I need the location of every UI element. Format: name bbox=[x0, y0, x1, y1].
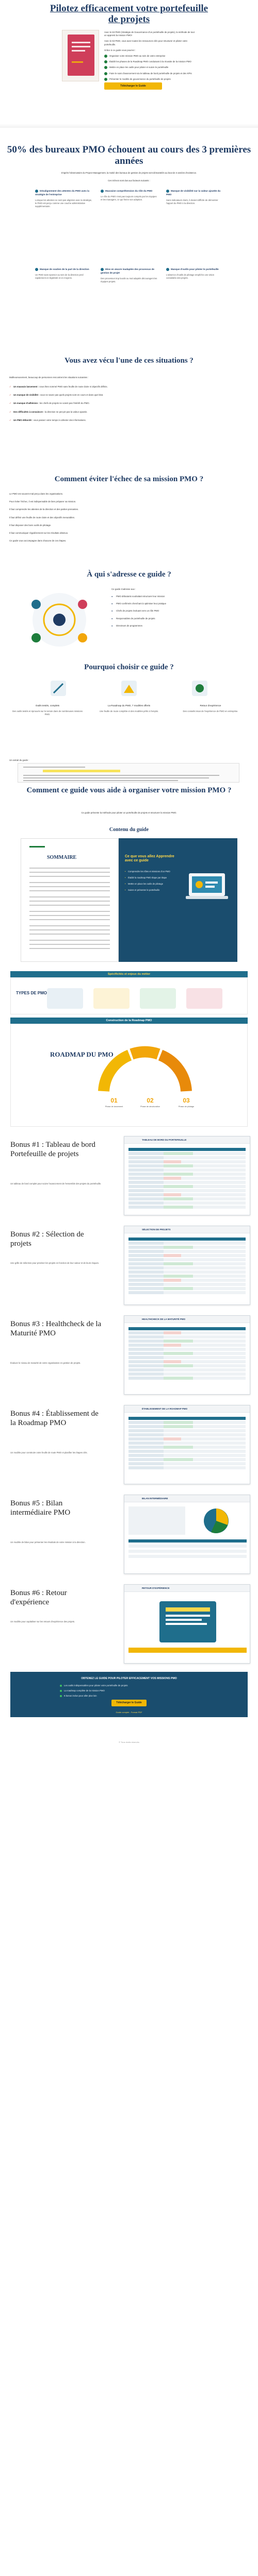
list-item: • Comprendre les rôles et missions d'un PMO bbox=[125, 870, 182, 873]
hero-section bbox=[0, 0, 258, 134]
item-bold: Des difficultés à convaincre : bbox=[13, 410, 44, 413]
summary-page bbox=[21, 838, 119, 962]
download-guide-button[interactable]: Télécharger le Guide bbox=[111, 1700, 147, 1706]
paragraph: Pour éviter l'échec, il est indispensable de bien préparer sa mission. bbox=[9, 500, 76, 503]
tools-icon bbox=[51, 681, 66, 696]
roadmap-step bbox=[171, 1096, 202, 1109]
hero-checklist bbox=[104, 55, 197, 83]
failure-card bbox=[35, 268, 93, 283]
list-item: • Suivre et présenter le portefeuille bbox=[125, 889, 182, 892]
list-item bbox=[9, 419, 249, 422]
how-lead: Ce guide présente la méthode pour piloter un portefeuille de projets et structurer la mission PMO. bbox=[81, 811, 177, 814]
cta-box bbox=[10, 1672, 248, 1717]
why-section bbox=[0, 662, 258, 786]
download-guide-button[interactable]: Télécharger le Guide bbox=[104, 82, 162, 90]
hero-intro-2: Avec le Kit PMO, vous avez toutes les ressources clés pour structurer et piloter votre portefeuille. bbox=[104, 40, 188, 46]
failure-card bbox=[35, 190, 93, 208]
hero-checks-intro: Grâce à ce guide vous pourrez : bbox=[104, 48, 136, 52]
warning-icon bbox=[35, 190, 38, 193]
bonus-block bbox=[0, 1221, 258, 1310]
column-text: Une feuille de route complète et des modèles prêts à l'emploi. bbox=[99, 709, 159, 713]
screenshot-title: BILAN INTERMÉDIAIRE bbox=[124, 1495, 250, 1502]
roadmap-arc bbox=[93, 1040, 197, 1096]
bonus-screenshot bbox=[124, 1405, 250, 1484]
specifics-section bbox=[0, 971, 258, 1018]
card-title: Mise en œuvre inadaptée des processus de gestion de projet bbox=[101, 268, 154, 274]
avoid-failure-section bbox=[0, 474, 258, 569]
warning-icon bbox=[166, 190, 169, 193]
item-text: les chefs de projets ne voient pas l'intérêt du PMO. bbox=[39, 402, 90, 405]
step-number: 02 bbox=[147, 1097, 154, 1104]
step-number: 01 bbox=[110, 1097, 118, 1104]
screenshot-title: RETOUR D'EXPÉRIENCE bbox=[124, 1585, 250, 1592]
item-text: vous êtes nommé PMO sans feuille de route claire ni objectifs définis. bbox=[39, 385, 108, 388]
list-item: ● PMO débutants souhaitant structurer leur mission bbox=[111, 595, 230, 598]
step-label: Phase de lancement bbox=[105, 1106, 123, 1108]
title-line-2: de projets bbox=[108, 14, 150, 25]
cta-title: OBTENEZ LE GUIDE POUR PILOTER EFFICACEMENT VOS MISSIONS PMO bbox=[81, 1677, 177, 1680]
paragraph: Il faut disposer des bons outils de pilotage. bbox=[9, 523, 52, 527]
column-title: Retour d'expérience bbox=[200, 704, 221, 707]
bonus-text: Une grille de sélection pour prioriser les projets en fonction de leur valeur et de leurs risques. bbox=[10, 1262, 100, 1264]
bonus-screenshot bbox=[124, 1226, 250, 1305]
card-text: Un PMO sans sponsor au sein de la direction perd rapidement en légitimité et en moyens. bbox=[35, 273, 84, 279]
column-text: Des conseils issus de l'expérience de PMO en entreprise. bbox=[183, 709, 238, 713]
specifics-image bbox=[10, 977, 248, 1014]
pmo-types-diagram bbox=[42, 978, 248, 1015]
bonus-screenshot bbox=[124, 1584, 250, 1664]
list-item: • Établir la roadmap PMO étape par étape bbox=[125, 876, 182, 879]
failure-card bbox=[101, 268, 158, 283]
screenshot-title: TABLEAU DE BORD DU PORTEFEUILLE bbox=[124, 1137, 250, 1144]
failure-subtitle: D'après l'observatoire du Project Management, la moitié des bureaux de gestion de projets sont démantelés au bout de 3 années d'existence. bbox=[61, 172, 197, 174]
roadmap-bar: Construction de la Roadmap PMO bbox=[10, 1018, 248, 1024]
bonus-title: Bonus #5 : Bilan intermédiaire PMO bbox=[10, 1499, 71, 1517]
screenshot-title: ÉTABLISSEMENT DE LA ROADMAP PMO bbox=[124, 1405, 250, 1413]
why-column bbox=[93, 704, 165, 716]
card-text: Lorsque les attentes ne sont pas alignées avec la stratégie, le PMO est perçu comme une couche administrative supplémentaire. bbox=[35, 198, 92, 208]
cta-list bbox=[60, 1684, 128, 1700]
guide-preview bbox=[21, 838, 237, 962]
summary-heading: SOMMAIRE bbox=[47, 855, 77, 860]
column-title: Outils testés, complets bbox=[35, 704, 60, 707]
avoid-text bbox=[9, 493, 249, 548]
bonus-screenshot bbox=[124, 1315, 250, 1395]
column-text: Des outils testés et éprouvés sur le terrain dans de nombreuses missions PMO. bbox=[12, 709, 83, 716]
card-title: Manque de visibilité sur la valeur ajoutée du PMO bbox=[166, 190, 221, 196]
list-item: La roadmap complète de la mission PMO bbox=[60, 1689, 128, 1692]
failure-title: 50% des bureaux PMO échouent au cours des 3 premières années bbox=[7, 144, 251, 166]
checklist-item: Présenter le modèle de gouvernance du portefeuille de projets bbox=[104, 78, 197, 81]
screenshot-title: SÉLECTION DE PROJETS bbox=[124, 1226, 250, 1233]
guide-extract-image bbox=[18, 763, 239, 783]
learn-panel bbox=[119, 838, 237, 962]
bonus-screenshot bbox=[124, 1495, 250, 1574]
card-title: Manque d'outils pour piloter le portefeuille bbox=[171, 268, 219, 271]
bonus-title: Bonus #1 : Tableau de bord Portefeuille de projets bbox=[10, 1141, 95, 1158]
checklist-item: Établir les phases de la Roadmap PMO conduisant à la réussite de la mission PMO bbox=[104, 60, 197, 63]
roadmap-step bbox=[99, 1096, 130, 1109]
item-text: vous ne savez pas quels projets sont en cours et dans quel état. bbox=[40, 394, 104, 397]
star-icon bbox=[192, 681, 207, 696]
audience-lead: Ce guide s'adresse aux : bbox=[111, 588, 136, 590]
extract-label: Un extrait du guide : bbox=[9, 759, 29, 761]
bonus-block bbox=[0, 1489, 258, 1579]
bonus-block bbox=[0, 1579, 258, 1669]
why-column bbox=[174, 704, 247, 716]
bonus-text: Un modèle de bilan pour présenter les résultats de votre mission à la direction. bbox=[10, 1541, 86, 1544]
roadmap-step bbox=[135, 1096, 166, 1109]
list-item: Les outils indispensables pour piloter votre portefeuille de projets bbox=[60, 1684, 128, 1687]
bonus-title: Bonus #3 : Healthcheck de la Maturité PMO bbox=[10, 1320, 102, 1337]
paragraph: Il faut définir une feuille de route claire et des objectifs mesurables. bbox=[9, 516, 75, 519]
paragraph: Il faut comprendre les attentes de la direction et des parties prenantes. bbox=[9, 508, 79, 511]
item-bold: Un manque d'adhésion : bbox=[13, 402, 39, 405]
checklist-item: Organiser votre mission PMO au sein de votre entreprise bbox=[104, 55, 197, 58]
title-line-1: Pilotez efficacement votre portefeuille bbox=[50, 3, 208, 14]
specifics-bar: Spécificités et enjeux du métier bbox=[10, 971, 248, 977]
paragraph: Ce guide vous accompagne dans chacune de ces étapes. bbox=[9, 539, 67, 543]
card-text: Le rôle du PMO n'est pas toujours compris par les équipes et les managers, ce qui freine son adoption. bbox=[101, 195, 157, 201]
step-label: Phase de pilotage bbox=[178, 1106, 195, 1108]
laptop-illustration bbox=[184, 869, 230, 905]
failure-card bbox=[166, 268, 224, 283]
footer-cta-section bbox=[0, 1669, 258, 1772]
situation-title: Vous avez vécu l'une de ces situations ? bbox=[64, 357, 194, 365]
roadmap-title: ROADMAP DU PMO bbox=[50, 1050, 114, 1058]
bilan-charts bbox=[128, 1506, 247, 1568]
item-bold: Un manque de visibilité : bbox=[13, 394, 40, 397]
bonus-title: Bonus #4 : Établissement de la Roadmap PMO bbox=[10, 1410, 99, 1427]
situation-list bbox=[9, 385, 249, 427]
card-text: L'absence d'outils de pilotage empêche une vision consolidée des projets. bbox=[166, 273, 215, 279]
warning-icon bbox=[166, 268, 169, 271]
audience-title: À qui s'adresse ce guide ? bbox=[87, 570, 171, 579]
card-title: Manque de soutien de la part de la direction bbox=[40, 268, 89, 271]
rex-illustration bbox=[128, 1596, 247, 1658]
list-item bbox=[9, 411, 249, 414]
types-heading: TYPES DE PMO bbox=[16, 991, 47, 995]
item-text: la direction ne perçoit pas la valeur ajoutée. bbox=[44, 410, 88, 413]
card-title: Mauvaise compréhension du rôle du PMO bbox=[105, 190, 153, 193]
bonus-block bbox=[0, 1310, 258, 1400]
failure-cards-row bbox=[35, 190, 224, 208]
why-column bbox=[11, 704, 84, 716]
card-text: Des processus trop lourds ou mal adaptés découragent les équipes projets. bbox=[101, 277, 157, 283]
bonus-text: Évaluez le niveau de maturité de votre organisation en gestion de projets. bbox=[10, 1362, 81, 1364]
failure-cards-row bbox=[35, 268, 224, 283]
item-bold: Un PMO débordé : bbox=[13, 418, 33, 421]
how-title: Comment ce guide vous aide à organiser votre mission PMO ? bbox=[26, 786, 232, 794]
item-bold: Un mauvais lancement : bbox=[13, 385, 39, 388]
list-item: • Mettre en place les outils de pilotage bbox=[125, 883, 182, 886]
hero-intro bbox=[104, 31, 197, 55]
bonus-title: Bonus #2 : Sélection de projets bbox=[10, 1230, 84, 1248]
why-columns bbox=[11, 704, 247, 716]
step-number: 03 bbox=[183, 1097, 190, 1104]
bonus-text: Un modèle pour construire votre feuille de route PMO et planifier les étapes clés. bbox=[10, 1451, 88, 1454]
list-item bbox=[9, 402, 249, 405]
failure-card bbox=[101, 190, 158, 208]
list-item: ● Chefs de projets évoluant vers un rôle PMO bbox=[111, 609, 230, 613]
checklist-item: Faire le suivi d'avancement via le tableau de bord portefeuille de projets et des KPIs bbox=[104, 72, 197, 75]
cta-small-text: Guide complet - Format PDF bbox=[116, 1711, 142, 1714]
how-section bbox=[0, 786, 258, 971]
page-title bbox=[0, 0, 258, 25]
hero-intro-1: Avec le Kit PMO (Stratégie de Gouvernance d'un portefeuille de projets), la méthode de tout un apprenti la mission PMO! bbox=[104, 31, 195, 37]
list-item bbox=[9, 394, 249, 397]
card-text: Sans indicateurs clairs, il devient difficile de démontrer l'apport du PMO à la direction. bbox=[166, 198, 218, 205]
situation-lead: Malheureusement, beaucoup de personnes rencontrent les situations suivantes : bbox=[9, 376, 89, 379]
bonus-block bbox=[0, 1131, 258, 1221]
map-icon bbox=[121, 681, 137, 696]
learn-list bbox=[125, 870, 182, 895]
contents-title: Contenu du guide bbox=[109, 827, 149, 833]
bonus-text: Un tableau de bord complet pour suivre l'avancement de l'ensemble des projets du portefeuille. bbox=[10, 1182, 102, 1185]
warning-icon bbox=[101, 190, 104, 193]
footer-text: © Tous droits réservés bbox=[119, 1741, 139, 1743]
list-item bbox=[9, 385, 249, 388]
screenshot-title: HEALTHCHECK DE LA MATURITÉ PMO bbox=[124, 1316, 250, 1323]
warning-icon bbox=[35, 268, 38, 271]
roadmap-image bbox=[10, 1024, 248, 1127]
bonus-title: Bonus #6 : Retour d'expérience bbox=[10, 1589, 67, 1606]
column-title: La Roadmap du PMO, 7 modèles offerts bbox=[107, 704, 151, 707]
benefit-icons bbox=[20, 675, 238, 701]
audience-section bbox=[0, 569, 258, 662]
checklist-item: Mettre en place les outils pour piloter et suivre le portefeuille bbox=[104, 66, 197, 69]
roadmap-section bbox=[0, 1018, 258, 1131]
team-illustration bbox=[21, 584, 98, 656]
situation-section bbox=[0, 355, 258, 474]
guide-cover-image bbox=[62, 30, 99, 81]
bonus-text: Un modèle pour capitaliser sur les retours d'expérience des projets. bbox=[10, 1620, 75, 1623]
paragraph: Le PMO est souvent mal perçu dans les organisations. bbox=[9, 493, 63, 495]
list-item: ● PMO confirmés cherchant à optimiser leur pratique bbox=[111, 602, 230, 605]
failure-card bbox=[166, 190, 224, 208]
bonus-block bbox=[0, 1400, 258, 1489]
divider bbox=[0, 124, 258, 128]
list-item: 6 bonus inclus pour aller plus loin bbox=[60, 1694, 128, 1698]
learn-title: Ce que vous allez Apprendre avec ce guide bbox=[125, 855, 174, 863]
bonus-screenshot bbox=[124, 1136, 250, 1215]
audience-list bbox=[111, 595, 230, 632]
roadmap-steps bbox=[99, 1096, 202, 1109]
avoid-title: Comment éviter l'échec de sa mission PMO ? bbox=[54, 475, 204, 483]
list-item: ● Responsables de portefeuille de projets bbox=[111, 617, 230, 620]
card-title: Désalignement des attentes du PMO avec la stratégie de l'entreprise bbox=[35, 190, 89, 196]
failure-subtitle-2: Ces échecs sont dus aux facteurs suivants : bbox=[108, 179, 150, 182]
step-label: Phase de structuration bbox=[140, 1106, 160, 1108]
failure-section bbox=[0, 134, 258, 355]
paragraph: Il faut communiquer régulièrement sur les résultats obtenus. bbox=[9, 532, 69, 535]
item-text: vous passez votre temps à collecter des informations. bbox=[33, 418, 86, 421]
warning-icon bbox=[101, 268, 104, 271]
list-item: ● Directeurs de programmes bbox=[111, 624, 230, 628]
why-title: Pourquoi choisir ce guide ? bbox=[84, 663, 174, 671]
